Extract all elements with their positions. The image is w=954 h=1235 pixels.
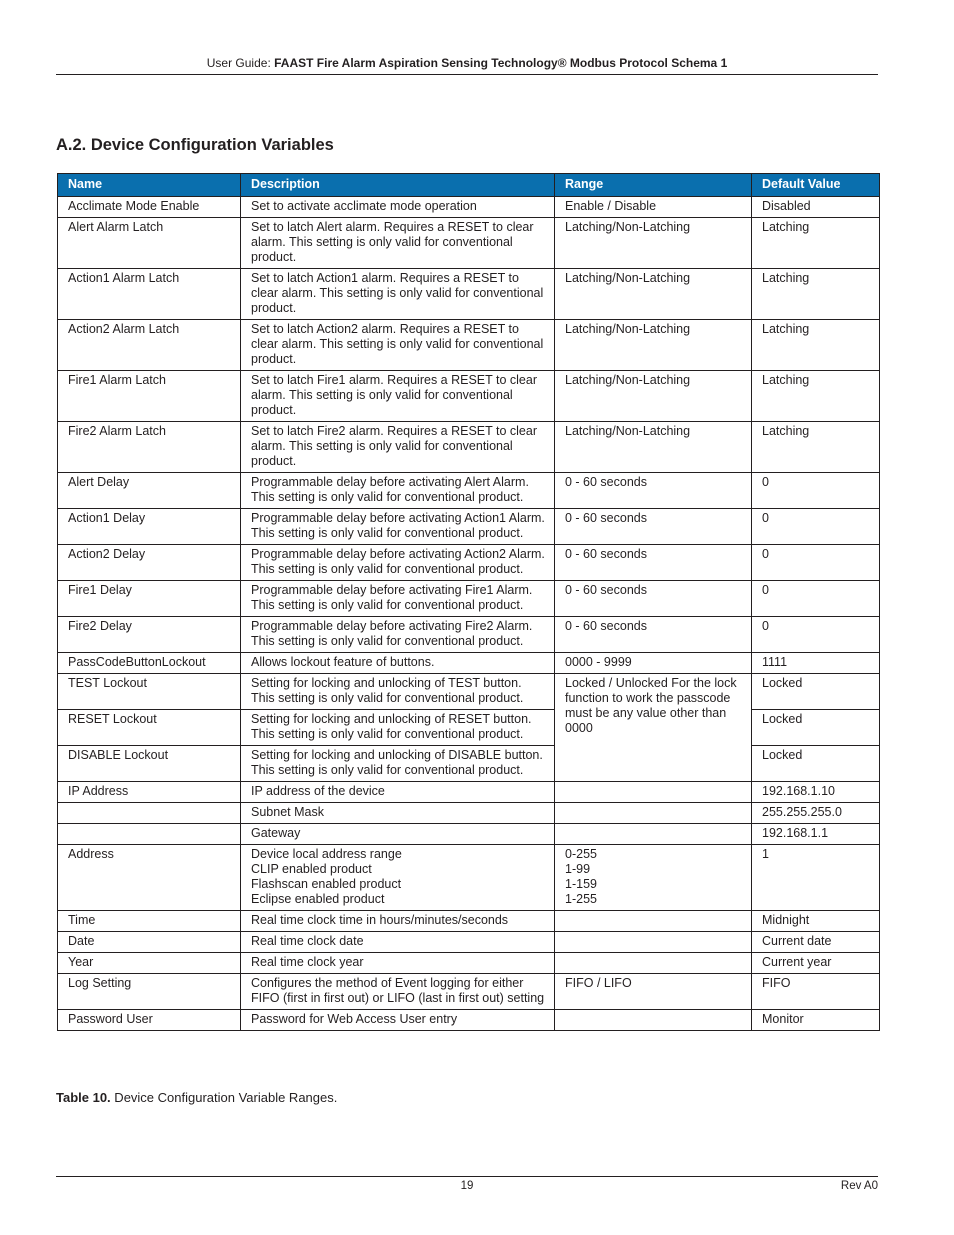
- page-footer: [56, 1176, 878, 1192]
- cell-range: [555, 824, 752, 845]
- cell-default: 0: [752, 545, 880, 581]
- table-row: [58, 845, 880, 911]
- cell-range: [555, 782, 752, 803]
- table-body: [58, 197, 880, 1031]
- cell-range: Latching/Non-Latching: [555, 371, 752, 422]
- cell-default: 192.168.1.10: [752, 782, 880, 803]
- table-row: [58, 803, 880, 824]
- cell-range: Locked / Unlocked For the lock function to work the passcode must be any value other than 0000: [555, 674, 752, 782]
- cell-name: Address: [58, 845, 241, 911]
- cell-name: [58, 803, 241, 824]
- table-row: [58, 581, 880, 617]
- cell-name: Action2 Alarm Latch: [58, 320, 241, 371]
- cell-name: Action1 Delay: [58, 509, 241, 545]
- cell-description: Programmable delay before activating Fire1 Alarm. This setting is only valid for conventional product.: [241, 581, 555, 617]
- cell-name: PassCodeButtonLockout: [58, 653, 241, 674]
- table-row: [58, 473, 880, 509]
- cell-name: Time: [58, 911, 241, 932]
- cell-default: Latching: [752, 218, 880, 269]
- cell-range: [555, 953, 752, 974]
- table-row: [58, 932, 880, 953]
- table-row: [58, 371, 880, 422]
- cell-default: Midnight: [752, 911, 880, 932]
- cell-default: Current date: [752, 932, 880, 953]
- cell-name: IP Address: [58, 782, 241, 803]
- cell-range: [555, 911, 752, 932]
- cell-default: Latching: [752, 320, 880, 371]
- cell-description: Gateway: [241, 824, 555, 845]
- cell-range: 0 - 60 seconds: [555, 617, 752, 653]
- column-header-range: Range: [555, 174, 752, 197]
- cell-description: Configures the method of Event logging for either FIFO (first in first out) or LIFO (last in first out) setting: [241, 974, 555, 1010]
- cell-range: 0 - 60 seconds: [555, 545, 752, 581]
- cell-default: Latching: [752, 269, 880, 320]
- caption-label: Table 10.: [56, 1090, 111, 1105]
- cell-name: Fire2 Delay: [58, 617, 241, 653]
- table-caption: [56, 1090, 337, 1105]
- cell-range: [555, 803, 752, 824]
- cell-default: Disabled: [752, 197, 880, 218]
- cell-default: Locked: [752, 746, 880, 782]
- cell-name: Date: [58, 932, 241, 953]
- cell-name: Action2 Delay: [58, 545, 241, 581]
- cell-description: Real time clock year: [241, 953, 555, 974]
- header-title: FAAST Fire Alarm Aspiration Sensing Technology® Modbus Protocol Schema 1: [274, 56, 728, 70]
- cell-default: Locked: [752, 674, 880, 710]
- table-row: [58, 1010, 880, 1031]
- cell-range: Latching/Non-Latching: [555, 218, 752, 269]
- cell-range: 0 - 60 seconds: [555, 509, 752, 545]
- table-row: [58, 269, 880, 320]
- table-row: [58, 782, 880, 803]
- cell-name: Acclimate Mode Enable: [58, 197, 241, 218]
- cell-description: Set to latch Action1 alarm. Requires a RESET to clear alarm. This setting is only valid for conventional product.: [241, 269, 555, 320]
- table-row: [58, 746, 880, 782]
- running-header: [56, 56, 878, 75]
- table-row: [58, 953, 880, 974]
- cell-name: Alert Alarm Latch: [58, 218, 241, 269]
- table-row: [58, 197, 880, 218]
- cell-range: 0-255 1-99 1-159 1-255: [555, 845, 752, 911]
- cell-range: 0 - 60 seconds: [555, 473, 752, 509]
- table-row: [58, 974, 880, 1010]
- table-row: [58, 509, 880, 545]
- table-row: [58, 320, 880, 371]
- cell-range: [555, 1010, 752, 1031]
- cell-description: Programmable delay before activating Action1 Alarm. This setting is only valid for conventional product.: [241, 509, 555, 545]
- cell-name: Password User: [58, 1010, 241, 1031]
- cell-name: DISABLE Lockout: [58, 746, 241, 782]
- cell-default: 192.168.1.1: [752, 824, 880, 845]
- cell-description: Programmable delay before activating Action2 Alarm. This setting is only valid for conventional product.: [241, 545, 555, 581]
- cell-name: Log Setting: [58, 974, 241, 1010]
- cell-description: Setting for locking and unlocking of RESET button. This setting is only valid for conventional product.: [241, 710, 555, 746]
- cell-range: 0000 - 9999: [555, 653, 752, 674]
- table-row: [58, 911, 880, 932]
- cell-name: Alert Delay: [58, 473, 241, 509]
- page-number: 19: [460, 1180, 474, 1192]
- cell-description: Subnet Mask: [241, 803, 555, 824]
- cell-default: 255.255.255.0: [752, 803, 880, 824]
- cell-default: 1111: [752, 653, 880, 674]
- cell-name: RESET Lockout: [58, 710, 241, 746]
- cell-description: Set to activate acclimate mode operation: [241, 197, 555, 218]
- cell-range: FIFO / LIFO: [555, 974, 752, 1010]
- cell-default: FIFO: [752, 974, 880, 1010]
- cell-default: 0: [752, 581, 880, 617]
- table-row: [58, 674, 880, 710]
- cell-description: Allows lockout feature of buttons.: [241, 653, 555, 674]
- cell-description: Real time clock time in hours/minutes/seconds: [241, 911, 555, 932]
- cell-description: Set to latch Alert alarm. Requires a RESET to clear alarm. This setting is only valid for conventional product.: [241, 218, 555, 269]
- cell-name: Fire1 Alarm Latch: [58, 371, 241, 422]
- cell-description: Set to latch Fire2 alarm. Requires a RESET to clear alarm. This setting is only valid for conventional product.: [241, 422, 555, 473]
- cell-default: 0: [752, 617, 880, 653]
- table-row: [58, 710, 880, 746]
- column-header-name: Name: [58, 174, 241, 197]
- table-header-row: [58, 174, 880, 197]
- cell-default: 0: [752, 473, 880, 509]
- cell-name: Action1 Alarm Latch: [58, 269, 241, 320]
- cell-description: Password for Web Access User entry: [241, 1010, 555, 1031]
- cell-default: Latching: [752, 371, 880, 422]
- section-title: A.2. Device Configuration Variables: [56, 136, 334, 154]
- table-row: [58, 824, 880, 845]
- cell-description: Setting for locking and unlocking of TEST button. This setting is only valid for conventional product.: [241, 674, 555, 710]
- column-header-description: Description: [241, 174, 555, 197]
- cell-default: 0: [752, 509, 880, 545]
- table-row: [58, 545, 880, 581]
- column-header-default: Default Value: [752, 174, 880, 197]
- cell-default: Latching: [752, 422, 880, 473]
- cell-default: Current year: [752, 953, 880, 974]
- table-row: [58, 653, 880, 674]
- cell-default: 1: [752, 845, 880, 911]
- cell-range: Enable / Disable: [555, 197, 752, 218]
- cell-description: Device local address range CLIP enabled product Flashscan enabled product Eclipse enabled product: [241, 845, 555, 911]
- revision-label: Rev A0: [840, 1180, 878, 1192]
- cell-description: IP address of the device: [241, 782, 555, 803]
- cell-description: Setting for locking and unlocking of DISABLE button. This setting is only valid for conventional product.: [241, 746, 555, 782]
- config-variables-table: [57, 173, 880, 1031]
- cell-range: Latching/Non-Latching: [555, 422, 752, 473]
- cell-range: Latching/Non-Latching: [555, 269, 752, 320]
- cell-description: Set to latch Fire1 alarm. Requires a RESET to clear alarm. This setting is only valid for conventional product.: [241, 371, 555, 422]
- cell-range: 0 - 60 seconds: [555, 581, 752, 617]
- header-prefix: User Guide:: [206, 56, 275, 70]
- cell-name: Fire2 Alarm Latch: [58, 422, 241, 473]
- cell-range: [555, 932, 752, 953]
- cell-name: Fire1 Delay: [58, 581, 241, 617]
- table-row: [58, 422, 880, 473]
- table-row: [58, 218, 880, 269]
- caption-text: Device Configuration Variable Ranges.: [110, 1090, 338, 1105]
- cell-name: Year: [58, 953, 241, 974]
- cell-name: TEST Lockout: [58, 674, 241, 710]
- cell-description: Real time clock date: [241, 932, 555, 953]
- cell-default: Locked: [752, 710, 880, 746]
- cell-description: Programmable delay before activating Alert Alarm. This setting is only valid for conventional product.: [241, 473, 555, 509]
- cell-name: [58, 824, 241, 845]
- cell-range: Latching/Non-Latching: [555, 320, 752, 371]
- table-row: [58, 617, 880, 653]
- cell-description: Programmable delay before activating Fire2 Alarm. This setting is only valid for conventional product.: [241, 617, 555, 653]
- cell-default: Monitor: [752, 1010, 880, 1031]
- cell-description: Set to latch Action2 alarm. Requires a RESET to clear alarm. This setting is only valid for conventional product.: [241, 320, 555, 371]
